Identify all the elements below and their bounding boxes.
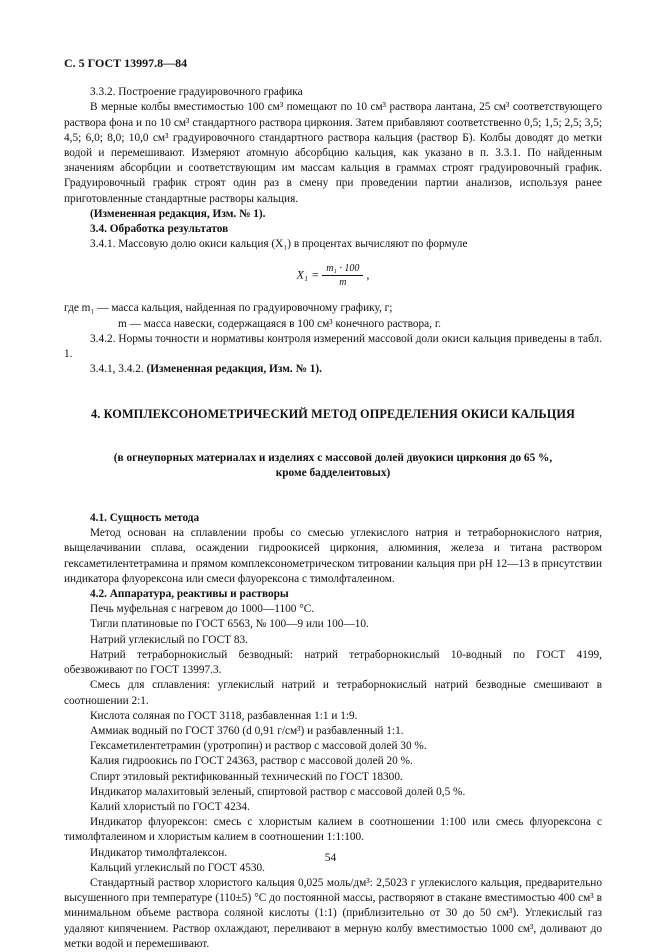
- section-4-subtitle-line-2: кроме бадделеитовых): [275, 466, 391, 479]
- list-item: Индикатор тимолфталексон.: [90, 846, 228, 859]
- formula-numerator: m₁ · 100: [322, 262, 363, 276]
- section-4-2-title: 4.2. Аппаратура, реактивы и растворы: [90, 588, 289, 601]
- list-item: Калия гидроокись по ГОСТ 24363, раствор с массовой долей 20 %.: [90, 755, 413, 768]
- section-4-title: 4. КОМПЛЕКСОНОМЕТРИЧЕСКИЙ МЕТОД ОПРЕДЕЛЕНИЯ ОКИСИ КАЛЬЦИЯ: [91, 407, 575, 422]
- list-item: Стандартный раствор хлористого кальция 0,025 моль/дм³: 2,5023 г углекислого кальция, предварительно высушенного при температуре (110±5) °С до постоянной массы, растворяют в стакане вместимостью 400 см³ в минимальном объеме раствора соляной кислоты (1:1) (приблизительно от 30 до 50 см³). Углекислый газ удаляют кипячением. Раствор охлаждают, переливают в мерную колбу вместимостью 1000 см³, доливают до метки водой и перемешивают.: [64, 876, 602, 950]
- page-number: 54: [324, 852, 337, 864]
- document-page: [64, 56, 602, 952]
- section-4-subtitle: [64, 451, 602, 481]
- list-item: Смесь для сплавления: углекислый натрий и тетраборнокислый натрий безводные смешивают в соотношении 2:1.: [64, 679, 602, 707]
- amendment-note-2-prefix: 3.4.1, 3.4.2.: [90, 363, 144, 376]
- formula-denominator: m: [339, 277, 347, 289]
- formula-where-2: m — масса навески, содержащаяся в 100 см³ конечного раствора, г.: [118, 317, 442, 330]
- formula: [64, 262, 602, 289]
- list-item: Индикатор флуорексон: смесь с хлористым калием в соотношении 1:100 или смесь флуорексона с тимолфталеином и хлористым калием в соотношении 1:1:100.: [64, 816, 602, 844]
- section-4-subtitle-line-1: (в огнеупорных материалах и изделиях с массовой долей двуокиси циркония до 65 %,: [113, 451, 553, 464]
- section-3-4-1-text: 3.4.1. Массовую долю окиси кальция (X₁) в процентах вычисляют по формуле: [90, 238, 468, 251]
- list-item: Кальций углекислый по ГОСТ 4530.: [90, 861, 265, 874]
- list-item: Индикатор малахитовый зеленый, спиртовой раствор с массовой долей 0,5 %.: [90, 785, 466, 798]
- list-item: Кислота соляная по ГОСТ 3118, разбавленная 1:1 и 1:9.: [90, 709, 358, 722]
- amendment-note-2: [64, 362, 602, 377]
- formula-where-1: где m₁ — масса кальция, найденная по градуировочному графику, г;: [64, 302, 393, 315]
- list-item: Тигли платиновые по ГОСТ 6563, № 100—9 или 100—10.: [90, 618, 369, 631]
- formula-fraction: [322, 262, 363, 289]
- list-item: Калий хлористый по ГОСТ 4234.: [90, 800, 250, 813]
- formula-lhs: X₁ =: [296, 267, 320, 282]
- list-item: Натрий тетраборнокислый безводный: натрий тетраборнокислый 10-водный по ГОСТ 4199, обезвоживают по ГОСТ 13997.3.: [64, 648, 602, 677]
- section-3-4-2-text: 3.4.2. Нормы точности и нормативы контроля измерений массовой доли окиси кальция приведены в табл. 1.: [64, 332, 602, 361]
- amendment-note-2-bold: (Измененная редакция, Изм. № 1).: [146, 363, 322, 376]
- list-item: Спирт этиловый ректификованный технический по ГОСТ 18300.: [90, 770, 403, 783]
- list-item: Печь муфельная с нагревом до 1000—1100 °С.: [90, 603, 315, 616]
- list-item: Натрий углекислый по ГОСТ 83.: [90, 633, 248, 646]
- amendment-note-1: (Измененная редакция, Изм. № 1).: [90, 207, 266, 220]
- section-3-3-2-title: 3.3.2. Построение градуировочного графика: [90, 86, 303, 99]
- section-3-3-2-text: В мерные колбы вместимостью 100 см³ помещают по 10 см³ раствора лантана, 25 см³ соответствующего раствора фона и по 10 см³ стандартного раствора циркония. Затем прибавляют соответственно 0,5; 1,5; 2,5; 3,5; 4,5; 6,0; 8,0; 10,0 см³ градуировочного стандартного раствора кальция (раствор Б). Колбы доводят до метки водой и перемешивают. Измеряют атомную абсорбцию кальция, как указано в п. 3.3.1. По найденным значениям абсорбции и соответствующим им массам кальция в граммах строят градуировочный график. Градуировочный график строят один раз в смену при проведении партии анализов, используя ранее приготовленные стандартные растворы кальция.: [64, 101, 602, 205]
- list-item: Аммиак водный по ГОСТ 3760 (d 0,91 г/см³) и разбавленный 1:1.: [90, 724, 404, 737]
- section-4-1-title: 4.1. Сущность метода: [90, 512, 200, 525]
- section-4-1-text: Метод основан на сплавлении пробы со смесью углекислого натрия и тетраборнокислого натрия, выщелачивании сплава, осаждении гидроокисей циркония, алюминия, железа и титана раствором гексаметилентетрамина и прямом комплексонометрическом титровании кальция при pH 12—13 в присутствии индикатора флуорексона или смеси флуорексона с тимолфталеином.: [64, 527, 602, 585]
- formula-tail: ,: [366, 267, 370, 282]
- page-header: С. 5 ГОСТ 13997.8—84: [64, 56, 188, 70]
- reagent-list: [64, 602, 602, 952]
- list-item: Гексаметилентетрамин (уротропин) и раствор с массовой долей 30 %.: [90, 740, 427, 753]
- section-3-4-title: 3.4. Обработка результатов: [90, 223, 229, 236]
